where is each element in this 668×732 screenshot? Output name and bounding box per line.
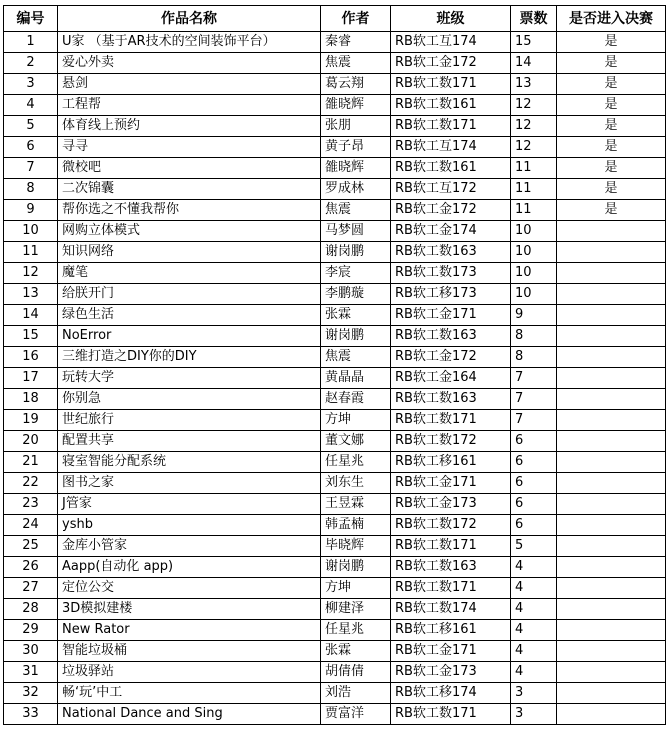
votes-cell: 7 <box>511 410 557 431</box>
row-number-cell: 6 <box>4 137 58 158</box>
row-number-cell: 10 <box>4 221 58 242</box>
table-row <box>4 473 666 494</box>
row-number-cell: 26 <box>4 557 58 578</box>
votes-cell: 11 <box>511 158 557 179</box>
author-cell: 张霖 <box>321 305 391 326</box>
votes-cell: 12 <box>511 137 557 158</box>
class-cell: RB软工移174 <box>391 683 511 704</box>
work-title-cell: 工程帮 <box>58 95 321 116</box>
table-row <box>4 347 666 368</box>
finalist-cell <box>557 242 666 263</box>
work-title-cell: 3D模拟建楼 <box>58 599 321 620</box>
class-cell: RB软工金171 <box>391 305 511 326</box>
row-number-cell: 29 <box>4 620 58 641</box>
table-row <box>4 368 666 389</box>
table-row <box>4 53 666 74</box>
class-cell: RB软工数171 <box>391 578 511 599</box>
row-number-cell: 9 <box>4 200 58 221</box>
finalist-cell <box>557 704 666 725</box>
class-cell: RB软工数163 <box>391 389 511 410</box>
finalist-cell <box>557 557 666 578</box>
author-cell: 韩孟楠 <box>321 515 391 536</box>
class-cell: RB软工金173 <box>391 662 511 683</box>
votes-cell: 4 <box>511 620 557 641</box>
class-cell: RB软工数172 <box>391 431 511 452</box>
work-title-cell: 绿色生活 <box>58 305 321 326</box>
author-cell: 毕晓辉 <box>321 536 391 557</box>
table-row <box>4 95 666 116</box>
table-row <box>4 74 666 95</box>
votes-cell: 6 <box>511 515 557 536</box>
table-row <box>4 389 666 410</box>
votes-cell: 4 <box>511 557 557 578</box>
row-number-cell: 3 <box>4 74 58 95</box>
finalist-cell <box>557 536 666 557</box>
finalist-cell <box>557 368 666 389</box>
work-title-cell: 微校吧 <box>58 158 321 179</box>
finalist-cell <box>557 389 666 410</box>
author-cell: 李鹏璇 <box>321 284 391 305</box>
finalist-cell <box>557 683 666 704</box>
work-title-cell: 体育线上预约 <box>58 116 321 137</box>
table-row <box>4 284 666 305</box>
table-row <box>4 326 666 347</box>
table-row <box>4 557 666 578</box>
table-row <box>4 137 666 158</box>
col-header-class: 班级 <box>391 6 511 32</box>
votes-cell: 6 <box>511 494 557 515</box>
work-title-cell: 魔笔 <box>58 263 321 284</box>
table-row <box>4 599 666 620</box>
table-row <box>4 452 666 473</box>
finalist-cell <box>557 347 666 368</box>
table-row <box>4 221 666 242</box>
class-cell: RB软工数172 <box>391 515 511 536</box>
votes-cell: 4 <box>511 641 557 662</box>
finalist-cell: 是 <box>557 116 666 137</box>
votes-cell: 4 <box>511 578 557 599</box>
class-cell: RB软工数171 <box>391 116 511 137</box>
author-cell: 方坤 <box>321 578 391 599</box>
author-cell: 谢岗鹏 <box>321 326 391 347</box>
table-row <box>4 431 666 452</box>
col-header-number: 编号 <box>4 6 58 32</box>
finalist-cell <box>557 263 666 284</box>
work-title-cell: yshb <box>58 515 321 536</box>
work-title-cell: 你别急 <box>58 389 321 410</box>
results-table <box>3 5 666 725</box>
row-number-cell: 23 <box>4 494 58 515</box>
author-cell: 谢岗鹏 <box>321 242 391 263</box>
class-cell: RB软工移161 <box>391 620 511 641</box>
votes-cell: 4 <box>511 662 557 683</box>
author-cell: 方坤 <box>321 410 391 431</box>
votes-cell: 9 <box>511 305 557 326</box>
votes-cell: 10 <box>511 221 557 242</box>
votes-cell: 8 <box>511 347 557 368</box>
row-number-cell: 7 <box>4 158 58 179</box>
table-row <box>4 515 666 536</box>
author-cell: 任星兆 <box>321 620 391 641</box>
class-cell: RB软工数163 <box>391 242 511 263</box>
work-title-cell: 悬剑 <box>58 74 321 95</box>
row-number-cell: 18 <box>4 389 58 410</box>
finalist-cell: 是 <box>557 179 666 200</box>
class-cell: RB软工数171 <box>391 704 511 725</box>
row-number-cell: 24 <box>4 515 58 536</box>
work-title-cell: 二次锦囊 <box>58 179 321 200</box>
finalist-cell: 是 <box>557 200 666 221</box>
work-title-cell: 定位公交 <box>58 578 321 599</box>
author-cell: 刘浩 <box>321 683 391 704</box>
table-row <box>4 263 666 284</box>
row-number-cell: 30 <box>4 641 58 662</box>
work-title-cell: 玩转大学 <box>58 368 321 389</box>
work-title-cell: 给朕开门 <box>58 284 321 305</box>
class-cell: RB软工移161 <box>391 452 511 473</box>
author-cell: 赵春霞 <box>321 389 391 410</box>
table-row <box>4 179 666 200</box>
work-title-cell: 垃圾驿站 <box>58 662 321 683</box>
table-row <box>4 683 666 704</box>
table-row <box>4 641 666 662</box>
row-number-cell: 27 <box>4 578 58 599</box>
col-header-author: 作者 <box>321 6 391 32</box>
votes-cell: 6 <box>511 452 557 473</box>
work-title-cell: 畅‘玩’中工 <box>58 683 321 704</box>
votes-cell: 8 <box>511 326 557 347</box>
class-cell: RB软工数161 <box>391 158 511 179</box>
class-cell: RB软工数163 <box>391 326 511 347</box>
votes-cell: 11 <box>511 179 557 200</box>
col-header-votes: 票数 <box>511 6 557 32</box>
votes-cell: 7 <box>511 389 557 410</box>
class-cell: RB软工金172 <box>391 53 511 74</box>
table-row <box>4 200 666 221</box>
row-number-cell: 16 <box>4 347 58 368</box>
finalist-cell <box>557 431 666 452</box>
col-header-final: 是否进入决赛 <box>557 6 666 32</box>
finalist-cell: 是 <box>557 53 666 74</box>
finalist-cell <box>557 326 666 347</box>
class-cell: RB软工金171 <box>391 473 511 494</box>
author-cell: 黄晶晶 <box>321 368 391 389</box>
class-cell: RB软工金172 <box>391 200 511 221</box>
author-cell: 柳建泽 <box>321 599 391 620</box>
work-title-cell: 网购立体模式 <box>58 221 321 242</box>
work-title-cell: 知识网络 <box>58 242 321 263</box>
class-cell: RB软工金171 <box>391 641 511 662</box>
author-cell: 马梦圆 <box>321 221 391 242</box>
row-number-cell: 31 <box>4 662 58 683</box>
work-title-cell: J管家 <box>58 494 321 515</box>
class-cell: RB软工金164 <box>391 368 511 389</box>
work-title-cell: 爱心外卖 <box>58 53 321 74</box>
finalist-cell <box>557 305 666 326</box>
author-cell: 焦震 <box>321 53 391 74</box>
work-title-cell: 图书之家 <box>58 473 321 494</box>
table-row <box>4 536 666 557</box>
table-row <box>4 578 666 599</box>
table-row <box>4 662 666 683</box>
votes-cell: 6 <box>511 473 557 494</box>
table-row <box>4 242 666 263</box>
votes-cell: 14 <box>511 53 557 74</box>
work-title-cell: 金库小管家 <box>58 536 321 557</box>
finalist-cell <box>557 641 666 662</box>
class-cell: RB软工数174 <box>391 599 511 620</box>
finalist-cell <box>557 410 666 431</box>
author-cell: 贾富洋 <box>321 704 391 725</box>
table-row <box>4 305 666 326</box>
table-row <box>4 158 666 179</box>
finalist-cell: 是 <box>557 158 666 179</box>
work-title-cell: National Dance and Sing <box>58 704 321 725</box>
class-cell: RB软工金173 <box>391 494 511 515</box>
table-row <box>4 32 666 53</box>
work-title-cell: 三维打造之DIY你的DIY <box>58 347 321 368</box>
author-cell: 胡倩倩 <box>321 662 391 683</box>
row-number-cell: 13 <box>4 284 58 305</box>
finalist-cell <box>557 473 666 494</box>
row-number-cell: 22 <box>4 473 58 494</box>
work-title-cell: 智能垃圾桶 <box>58 641 321 662</box>
row-number-cell: 14 <box>4 305 58 326</box>
finalist-cell <box>557 221 666 242</box>
votes-cell: 10 <box>511 284 557 305</box>
class-cell: RB软工数173 <box>391 263 511 284</box>
author-cell: 张霖 <box>321 641 391 662</box>
author-cell: 王昱霖 <box>321 494 391 515</box>
work-title-cell: 配置共享 <box>58 431 321 452</box>
finalist-cell: 是 <box>557 95 666 116</box>
row-number-cell: 1 <box>4 32 58 53</box>
author-cell: 葛云翔 <box>321 74 391 95</box>
table-row <box>4 494 666 515</box>
votes-cell: 6 <box>511 431 557 452</box>
finalist-cell: 是 <box>557 137 666 158</box>
author-cell: 刘东生 <box>321 473 391 494</box>
row-number-cell: 25 <box>4 536 58 557</box>
work-title-cell: New Rator <box>58 620 321 641</box>
row-number-cell: 32 <box>4 683 58 704</box>
votes-cell: 4 <box>511 599 557 620</box>
row-number-cell: 33 <box>4 704 58 725</box>
votes-cell: 13 <box>511 74 557 95</box>
votes-cell: 15 <box>511 32 557 53</box>
finalist-cell <box>557 620 666 641</box>
table-row <box>4 116 666 137</box>
class-cell: RB软工金174 <box>391 221 511 242</box>
class-cell: RB软工互174 <box>391 32 511 53</box>
author-cell: 谢岗鹏 <box>321 557 391 578</box>
row-number-cell: 17 <box>4 368 58 389</box>
class-cell: RB软工移173 <box>391 284 511 305</box>
row-number-cell: 21 <box>4 452 58 473</box>
row-number-cell: 19 <box>4 410 58 431</box>
author-cell: 李宸 <box>321 263 391 284</box>
table-body <box>4 32 666 725</box>
row-number-cell: 15 <box>4 326 58 347</box>
author-cell: 雒晓辉 <box>321 95 391 116</box>
finalist-cell <box>557 452 666 473</box>
table-row <box>4 410 666 431</box>
class-cell: RB软工数161 <box>391 95 511 116</box>
row-number-cell: 2 <box>4 53 58 74</box>
class-cell: RB软工数171 <box>391 410 511 431</box>
finalist-cell: 是 <box>557 32 666 53</box>
author-cell: 焦震 <box>321 347 391 368</box>
class-cell: RB软工数163 <box>391 557 511 578</box>
votes-cell: 10 <box>511 242 557 263</box>
header-row <box>4 6 666 32</box>
votes-cell: 3 <box>511 683 557 704</box>
votes-cell: 12 <box>511 116 557 137</box>
votes-cell: 11 <box>511 200 557 221</box>
row-number-cell: 12 <box>4 263 58 284</box>
finalist-cell <box>557 578 666 599</box>
row-number-cell: 4 <box>4 95 58 116</box>
finalist-cell: 是 <box>557 74 666 95</box>
votes-cell: 3 <box>511 704 557 725</box>
work-title-cell: 帮你选之不懂我帮你 <box>58 200 321 221</box>
class-cell: RB软工金172 <box>391 347 511 368</box>
class-cell: RB软工互172 <box>391 179 511 200</box>
finalist-cell <box>557 284 666 305</box>
author-cell: 黄子昂 <box>321 137 391 158</box>
finalist-cell <box>557 494 666 515</box>
work-title-cell: 寻寻 <box>58 137 321 158</box>
row-number-cell: 28 <box>4 599 58 620</box>
work-title-cell: Aapp(自动化 app) <box>58 557 321 578</box>
author-cell: 罗成林 <box>321 179 391 200</box>
work-title-cell: 世纪旅行 <box>58 410 321 431</box>
author-cell: 焦震 <box>321 200 391 221</box>
votes-cell: 5 <box>511 536 557 557</box>
table-row <box>4 620 666 641</box>
work-title-cell: 寝室智能分配系统 <box>58 452 321 473</box>
row-number-cell: 20 <box>4 431 58 452</box>
author-cell: 雒晓辉 <box>321 158 391 179</box>
class-cell: RB软工互174 <box>391 137 511 158</box>
author-cell: 任星兆 <box>321 452 391 473</box>
author-cell: 董文娜 <box>321 431 391 452</box>
table-row <box>4 704 666 725</box>
row-number-cell: 5 <box>4 116 58 137</box>
finalist-cell <box>557 599 666 620</box>
votes-cell: 10 <box>511 263 557 284</box>
finalist-cell <box>557 515 666 536</box>
row-number-cell: 8 <box>4 179 58 200</box>
votes-cell: 7 <box>511 368 557 389</box>
row-number-cell: 11 <box>4 242 58 263</box>
work-title-cell: U家 （基于AR技术的空间装饰平台） <box>58 32 321 53</box>
author-cell: 秦睿 <box>321 32 391 53</box>
work-title-cell: NoError <box>58 326 321 347</box>
col-header-title: 作品名称 <box>58 6 321 32</box>
votes-cell: 12 <box>511 95 557 116</box>
class-cell: RB软工数171 <box>391 74 511 95</box>
class-cell: RB软工数171 <box>391 536 511 557</box>
finalist-cell <box>557 662 666 683</box>
author-cell: 张朋 <box>321 116 391 137</box>
